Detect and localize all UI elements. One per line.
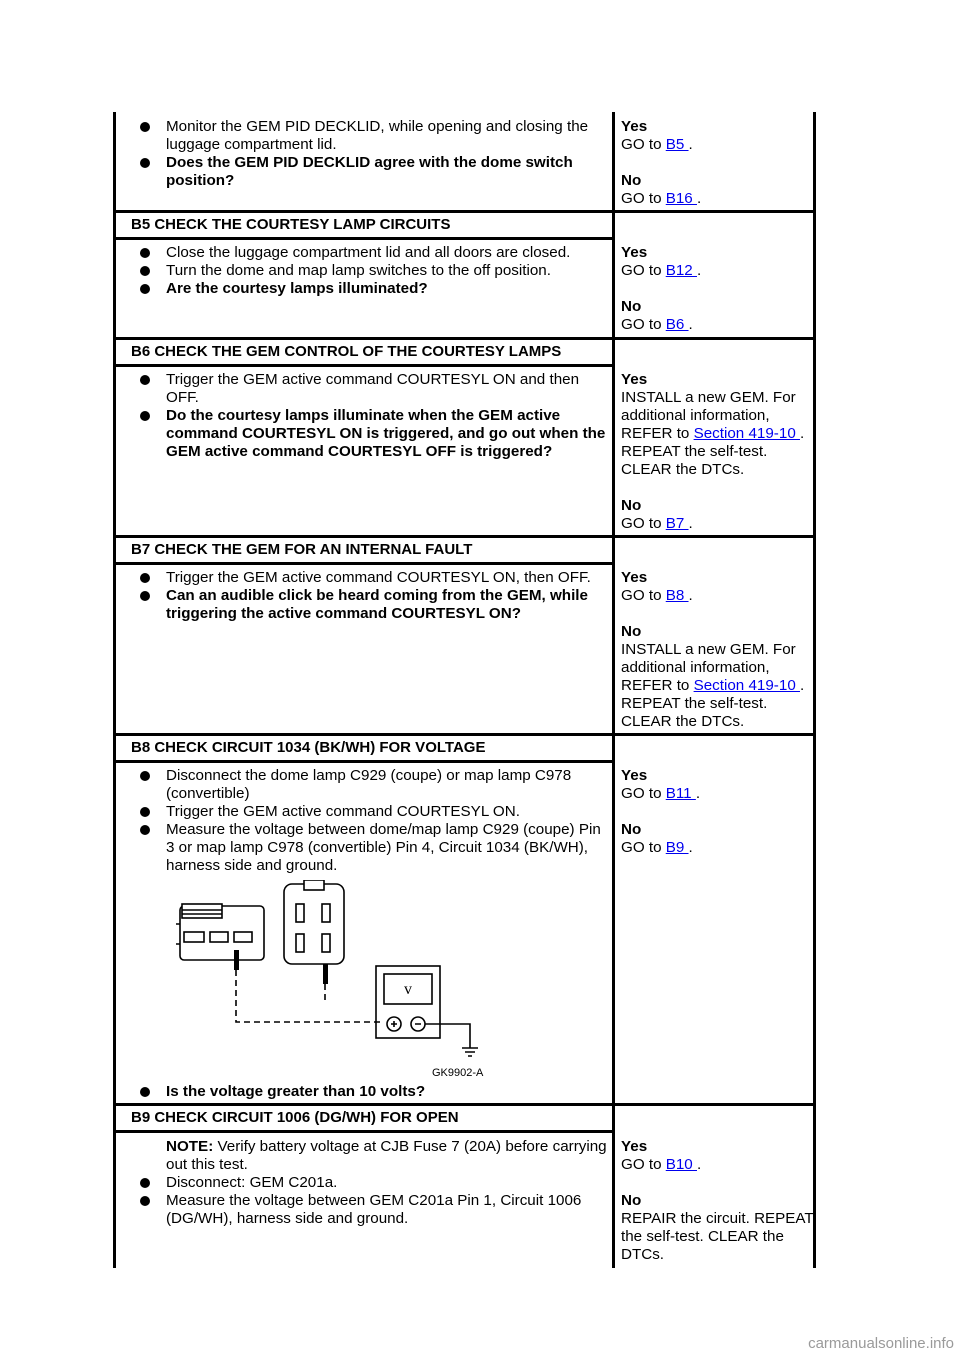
list-item: Measure the voltage between GEM C201a Pin 1, Circuit 1006 (DG/WH), harness side and ground. (135, 1192, 609, 1228)
step-b5-heading: B5 CHECK THE COURTESY LAMP CIRCUITS (131, 216, 451, 233)
link-b7[interactable]: B7 (665, 515, 689, 532)
list-item: Disconnect: GEM C201a. (135, 1174, 609, 1192)
row-divider (113, 237, 613, 240)
step-b5-answers: Yes GO to B12 . No GO to B6 . (621, 244, 816, 334)
step-b4-answers: Yes GO to B5 . No GO to B16 . (621, 118, 816, 208)
bullet-icon (140, 122, 150, 132)
step-b6-answers: Yes INSTALL a new GEM. For additional information, REFER to Section 419-10 . REPEAT the self-test. CLEAR the DTCs. No GO to B7 . (621, 371, 816, 533)
step-b7-answers: Yes GO to B8 . No INSTALL a new GEM. For additional information, REFER to Section 419-10 . REPEAT the self-test. CLEAR the DTCs. (621, 569, 816, 731)
bullet-icon (140, 158, 150, 168)
bullet-icon (140, 771, 150, 781)
yes-label: Yes (621, 118, 648, 135)
no-label: No (621, 821, 642, 838)
list-item: Close the luggage compartment lid and all doors are closed. (135, 244, 609, 262)
link-b16[interactable]: B16 (665, 190, 697, 207)
probe-tip-right (323, 964, 328, 984)
voltmeter (376, 966, 478, 1056)
list-item: Trigger the GEM active command COURTESYL ON and then OFF. (135, 371, 609, 407)
no-label: No (621, 1192, 642, 1209)
watermark: carmanualsonline.info (808, 1335, 954, 1352)
step-b7-list (135, 569, 609, 623)
bullet-icon (140, 591, 150, 601)
link-b10[interactable]: B10 (665, 1156, 697, 1173)
figure-label: GK9902-A (432, 1067, 484, 1079)
yes-label: Yes (621, 371, 648, 388)
link-b5[interactable]: B5 (665, 136, 689, 153)
bullet-icon (140, 1178, 150, 1188)
meter-symbol: v (404, 981, 412, 998)
link-section-419-10[interactable]: Section 419-10 (693, 677, 800, 694)
bullet-icon (140, 1196, 150, 1206)
yes-label: Yes (621, 1138, 648, 1155)
yes-label: Yes (621, 767, 648, 784)
list-item: Is the voltage greater than 10 volts? (135, 1083, 609, 1101)
link-b6[interactable]: B6 (665, 316, 689, 333)
map-lamp-connector-c978 (284, 880, 344, 964)
dome-lamp-connector-c929 (176, 904, 264, 960)
bullet-icon (140, 1087, 150, 1097)
table-border-middle (612, 112, 615, 1268)
row-divider (113, 1130, 613, 1133)
link-b12[interactable]: B12 (665, 262, 697, 279)
no-label: No (621, 172, 642, 189)
list-item: Measure the voltage between dome/map lamp C929 (coupe) Pin 3 or map lamp C978 (convertible) Pin 4, Circuit 1034 (BK/WH), harness side and ground. (135, 821, 609, 875)
bullet-icon (140, 375, 150, 385)
step-b9-answers: Yes GO to B10 . No REPAIR the circuit. REPEAT the self-test. CLEAR the DTCs. (621, 1138, 816, 1264)
no-label: No (621, 298, 642, 315)
yes-label: Yes (621, 244, 648, 261)
row-divider (113, 562, 613, 565)
bullet-icon (140, 825, 150, 835)
voltage-test-diagram (170, 880, 500, 1080)
bullet-icon (140, 284, 150, 294)
list-item: Can an audible click be heard coming from the GEM, while triggering the active command COURTESYL ON? (135, 587, 609, 623)
bullet-icon (140, 248, 150, 258)
row-divider (113, 733, 816, 736)
note: NOTE: Verify battery voltage at CJB Fuse 7 (20A) before carrying out this test. (166, 1138, 607, 1173)
list-item: Are the courtesy lamps illuminated? (135, 280, 609, 298)
step-b9-content (135, 1138, 609, 1174)
list-item: Does the GEM PID DECKLID agree with the dome switch position? (135, 154, 609, 190)
list-item: Disconnect the dome lamp C929 (coupe) or map lamp C978 (convertible) (135, 767, 609, 803)
row-divider (113, 337, 816, 340)
list-item: Monitor the GEM PID DECKLID, while opening and closing the luggage compartment lid. (135, 118, 609, 154)
step-b5-list (135, 244, 609, 298)
bullet-icon (140, 573, 150, 583)
test-leads (236, 970, 380, 1022)
step-b8-final-list (135, 1083, 609, 1101)
step-b7-heading: B7 CHECK THE GEM FOR AN INTERNAL FAULT (131, 541, 473, 558)
no-label: No (621, 497, 642, 514)
row-divider (113, 1103, 816, 1106)
step-b6-heading: B6 CHECK THE GEM CONTROL OF THE COURTESY LAMPS (131, 343, 562, 360)
probe-tip-left (234, 950, 239, 970)
bullet-icon (140, 266, 150, 276)
list-item: Do the courtesy lamps illuminate when the GEM active command COURTESYL ON is triggered, and go out when the GEM active command COURTESYL OFF is triggered? (135, 407, 609, 461)
table-border-left (113, 112, 116, 1268)
list-item: Trigger the GEM active command COURTESYL ON. (135, 803, 609, 821)
step-b4-list (135, 118, 609, 190)
link-b8[interactable]: B8 (665, 587, 689, 604)
row-divider (113, 760, 613, 763)
step-b9-heading: B9 CHECK CIRCUIT 1006 (DG/WH) FOR OPEN (131, 1109, 459, 1126)
row-divider (113, 364, 613, 367)
row-divider (113, 535, 816, 538)
link-section-419-10[interactable]: Section 419-10 (693, 425, 800, 442)
no-label: No (621, 623, 642, 640)
bullet-icon (140, 807, 150, 817)
step-b8-heading: B8 CHECK CIRCUIT 1034 (BK/WH) FOR VOLTAGE (131, 739, 486, 756)
link-b9[interactable]: B9 (665, 839, 689, 856)
list-item: Trigger the GEM active command COURTESYL ON, then OFF. (135, 569, 609, 587)
step-b9-list (135, 1174, 609, 1228)
step-b8-answers: Yes GO to B11 . No GO to B9 . (621, 767, 816, 857)
list-item: Turn the dome and map lamp switches to the off position. (135, 262, 609, 280)
row-divider (113, 210, 816, 213)
link-b11[interactable]: B11 (665, 785, 696, 802)
step-b6-list (135, 371, 609, 461)
step-b8-list (135, 767, 609, 875)
yes-label: Yes (621, 569, 648, 586)
bullet-icon (140, 411, 150, 421)
